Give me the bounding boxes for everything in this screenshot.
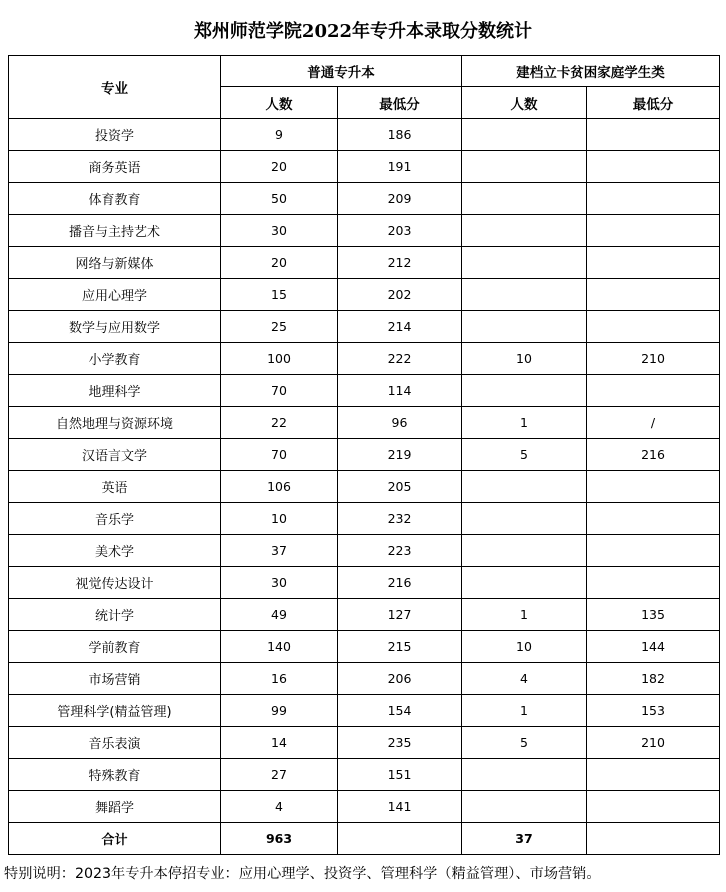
cell-poverty-count [462,311,587,343]
cell-poverty-count: 10 [462,343,587,375]
cell-regular-min-score: 114 [338,375,462,407]
table-row [9,791,720,823]
cell-regular-count: 37 [221,535,338,567]
cell-regular-count: 50 [221,183,338,215]
total-row [9,823,720,855]
cell-major: 地理科学 [9,375,221,407]
cell-poverty-min-score: 210 [587,343,720,375]
cell-regular-min-score: 191 [338,151,462,183]
cell-poverty-count [462,247,587,279]
cell-poverty-count [462,215,587,247]
cell-poverty-min-score [587,119,720,151]
cell-regular-count: 30 [221,567,338,599]
cell-poverty-min-score: 182 [587,663,720,695]
cell-regular-count: 70 [221,439,338,471]
header-major: 专业 [9,56,221,119]
cell-poverty-count [462,151,587,183]
cell-poverty-count [462,183,587,215]
cell-regular-min-score: 214 [338,311,462,343]
cell-major: 视觉传达设计 [9,567,221,599]
table-row [9,375,720,407]
cell-regular-min-score: 209 [338,183,462,215]
cell-major: 美术学 [9,535,221,567]
header-group-regular: 普通专升本 [221,56,462,87]
cell-regular-min-score: 186 [338,119,462,151]
table-row [9,663,720,695]
cell-regular-min-score: 232 [338,503,462,535]
table-row [9,695,720,727]
cell-poverty-min-score: 135 [587,599,720,631]
total-regular-min-score [338,823,462,855]
cell-major: 播音与主持艺术 [9,215,221,247]
table-row [9,215,720,247]
cell-poverty-min-score [587,791,720,823]
cell-regular-count: 10 [221,503,338,535]
cell-major: 体育教育 [9,183,221,215]
cell-regular-min-score: 141 [338,791,462,823]
table-row [9,727,720,759]
header-group-poverty: 建档立卡贫困家庭学生类 [462,56,720,87]
cell-major: 音乐表演 [9,727,221,759]
cell-regular-min-score: 206 [338,663,462,695]
cell-major: 管理科学(精益管理) [9,695,221,727]
table-body [9,119,720,855]
cell-poverty-min-score [587,311,720,343]
cell-poverty-min-score [587,183,720,215]
cell-regular-count: 16 [221,663,338,695]
table-row [9,535,720,567]
cell-major: 学前教育 [9,631,221,663]
table-row [9,503,720,535]
cell-regular-min-score: 223 [338,535,462,567]
cell-regular-min-score: 219 [338,439,462,471]
cell-poverty-min-score: / [587,407,720,439]
cell-poverty-min-score [587,759,720,791]
cell-poverty-min-score [587,471,720,503]
cell-poverty-min-score: 144 [587,631,720,663]
cell-regular-count: 49 [221,599,338,631]
cell-poverty-min-score: 216 [587,439,720,471]
table-row [9,119,720,151]
cell-poverty-min-score: 210 [587,727,720,759]
header-poverty-count: 人数 [462,87,587,119]
cell-regular-min-score: 203 [338,215,462,247]
cell-regular-count: 22 [221,407,338,439]
cell-poverty-count [462,535,587,567]
total-label: 合计 [9,823,221,855]
table-row [9,439,720,471]
cell-regular-count: 4 [221,791,338,823]
table-row [9,279,720,311]
table-row [9,151,720,183]
cell-regular-min-score: 154 [338,695,462,727]
cell-major: 市场营销 [9,663,221,695]
cell-regular-count: 106 [221,471,338,503]
total-regular-count: 963 [221,823,338,855]
table-row [9,407,720,439]
cell-major: 网络与新媒体 [9,247,221,279]
cell-regular-min-score: 235 [338,727,462,759]
cell-poverty-min-score [587,375,720,407]
cell-regular-count: 70 [221,375,338,407]
cell-regular-min-score: 96 [338,407,462,439]
cell-poverty-min-score [587,503,720,535]
table-row [9,759,720,791]
cell-regular-min-score: 222 [338,343,462,375]
header-row-groups [9,56,720,87]
cell-major: 特殊教育 [9,759,221,791]
cell-major: 应用心理学 [9,279,221,311]
cell-poverty-count: 10 [462,631,587,663]
cell-regular-count: 14 [221,727,338,759]
cell-regular-min-score: 151 [338,759,462,791]
cell-major: 舞蹈学 [9,791,221,823]
header-poverty-min-score: 最低分 [587,87,720,119]
cell-major: 自然地理与资源环境 [9,407,221,439]
cell-poverty-count [462,375,587,407]
cell-major: 汉语言文学 [9,439,221,471]
cell-major: 数学与应用数学 [9,311,221,343]
special-note: 特别说明：2023年专升本停招专业：应用心理学、投资学、管理科学（精益管理）、市场营销。 [4,866,601,882]
table-row [9,471,720,503]
table-row [9,567,720,599]
cell-poverty-count: 1 [462,599,587,631]
cell-poverty-count: 1 [462,407,587,439]
cell-poverty-min-score [587,567,720,599]
cell-poverty-min-score: 153 [587,695,720,727]
cell-poverty-count: 5 [462,727,587,759]
cell-major: 英语 [9,471,221,503]
total-poverty-count: 37 [462,823,587,855]
cell-poverty-count: 4 [462,663,587,695]
table-row [9,183,720,215]
cell-regular-min-score: 216 [338,567,462,599]
cell-regular-count: 20 [221,151,338,183]
page-title: 郑州师范学院2022年专升本录取分数统计 [193,21,533,42]
cell-poverty-count [462,567,587,599]
cell-poverty-count [462,279,587,311]
cell-poverty-min-score [587,247,720,279]
table-row [9,631,720,663]
cell-poverty-count [462,471,587,503]
cell-poverty-min-score [587,535,720,567]
cell-regular-count: 20 [221,247,338,279]
cell-poverty-count: 1 [462,695,587,727]
cell-poverty-min-score [587,279,720,311]
header-regular-min-score: 最低分 [338,87,462,119]
admission-score-table [8,55,720,855]
cell-regular-min-score: 127 [338,599,462,631]
cell-poverty-count [462,119,587,151]
table-row [9,343,720,375]
cell-regular-min-score: 205 [338,471,462,503]
cell-major: 统计学 [9,599,221,631]
table-row [9,247,720,279]
cell-regular-min-score: 202 [338,279,462,311]
cell-regular-min-score: 215 [338,631,462,663]
cell-poverty-count [462,759,587,791]
cell-poverty-count: 5 [462,439,587,471]
cell-regular-count: 30 [221,215,338,247]
table-row [9,599,720,631]
header-regular-count: 人数 [221,87,338,119]
cell-regular-count: 15 [221,279,338,311]
total-poverty-min-score [587,823,720,855]
cell-poverty-min-score [587,151,720,183]
cell-major: 投资学 [9,119,221,151]
cell-regular-count: 27 [221,759,338,791]
table-row [9,311,720,343]
cell-regular-count: 25 [221,311,338,343]
cell-regular-count: 100 [221,343,338,375]
cell-regular-count: 99 [221,695,338,727]
cell-regular-min-score: 212 [338,247,462,279]
cell-poverty-count [462,503,587,535]
cell-regular-count: 140 [221,631,338,663]
cell-major: 商务英语 [9,151,221,183]
cell-poverty-min-score [587,215,720,247]
cell-major: 音乐学 [9,503,221,535]
cell-major: 小学教育 [9,343,221,375]
cell-poverty-count [462,791,587,823]
cell-regular-count: 9 [221,119,338,151]
